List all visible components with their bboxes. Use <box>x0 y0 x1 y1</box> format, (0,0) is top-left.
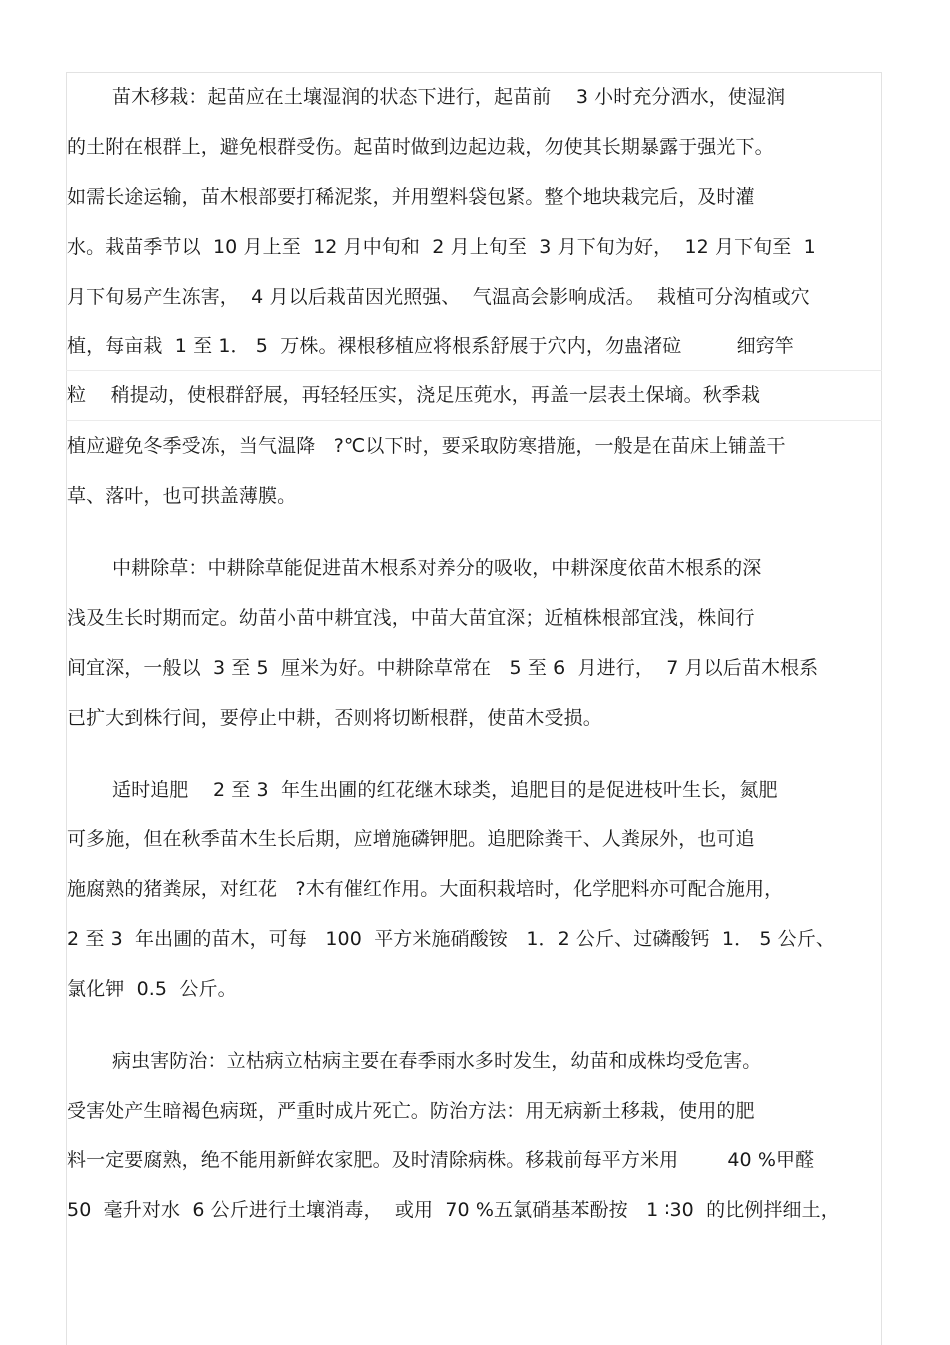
text-line: 的土附在根群上，避免根群受伤。起苗时做到边起边栽，勿使其长期暴露于强光下。 <box>67 136 774 158</box>
text-line: 浅及生长时期而定。幼苗小苗中耕宜浅，中苗大苗宜深；近植株根部宜浅，株间行 <box>67 607 755 629</box>
text-line: 月下旬易产生冻害， 4 月以后栽苗因光照强、 气温高会影响成活。 栽植可分沟植或穴 <box>67 286 810 308</box>
text-line: 如需长途运输，苗木根部要打稀泥浆，并用塑料袋包紧。整个地块栽完后，及时灌 <box>67 186 755 208</box>
text-line: 施腐熟的猪粪尿，对红花 ?木有催红作用。大面积栽培时，化学肥料亦可配合施用， <box>67 878 784 900</box>
text-line: 草、落叶，也可拱盖薄膜。 <box>67 485 297 507</box>
text-line: 植应避免冬季受冻，当气温降 ?℃以下时，要采取防寒措施，一般是在苗床上铺盖干 <box>67 435 786 457</box>
text-line: 已扩大到株行间，要停止中耕，否则将切断根群，使苗木受损。 <box>67 707 602 729</box>
text-line: 可多施，但在秋季苗木生长后期，应增施磷钾肥。追肥除粪干、人粪尿外，也可追 <box>67 828 755 850</box>
page-divider <box>66 370 882 371</box>
page-divider <box>66 420 882 421</box>
text-line: 2 至 3 年出圃的苗木，可每 100 平方米施硝酸铵 1．2 公斤、过磷酸钙 1． 5 公斤、 <box>67 928 835 950</box>
text-line: 料一定要腐熟，绝不能用新鲜农家肥。及时清除病株。移栽前每平方米用 40 %甲醛 <box>67 1149 815 1171</box>
text-line: 苗木移栽：起苗应在土壤湿润的状态下进行，起苗前 3 小时充分洒水，使湿润 <box>112 86 786 108</box>
text-line: 受害处产生暗褐色病斑，严重时成片死亡。防治方法：用无病新土移栽，使用的肥 <box>67 1100 755 1122</box>
text-line: 50 毫升对水 6 公斤进行土壤消毒， 或用 70 %五氯硝基苯酚按 1 ∶30 的比例拌细土， <box>67 1199 840 1221</box>
text-line: 中耕除草：中耕除草能促进苗木根系对养分的吸收，中耕深度依苗木根系的深 <box>112 557 762 579</box>
text-line: 氯化钾 0.5 公斤。 <box>67 978 237 1000</box>
text-line: 间宜深，一般以 3 至 5 厘米为好。中耕除草常在 5 至 6 月进行， 7 月以后苗木根系 <box>67 657 819 679</box>
text-line: 水。栽苗季节以 10 月上至 12 月中旬和 2 月上旬至 3 月下旬为好， 12 月下旬至 1 <box>67 236 816 258</box>
text-line: 粒 稍提动，使根群舒展，再轻轻压实，浇足压蔸水，再盖一层表土保墒。秋季栽 <box>67 384 761 406</box>
text-line: 适时追肥 2 至 3 年生出圃的红花继木球类，追肥目的是促进枝叶生长，氮肥 <box>112 779 778 801</box>
text-line: 病虫害防治：立枯病立枯病主要在春季雨水多时发生，幼苗和成株均受危害。 <box>112 1050 762 1072</box>
text-line: 植，每亩栽 1 至 1． 5 万株。裸根移植应将根系舒展于穴内，勿蛊渚砬 细窍竿 <box>67 335 794 357</box>
